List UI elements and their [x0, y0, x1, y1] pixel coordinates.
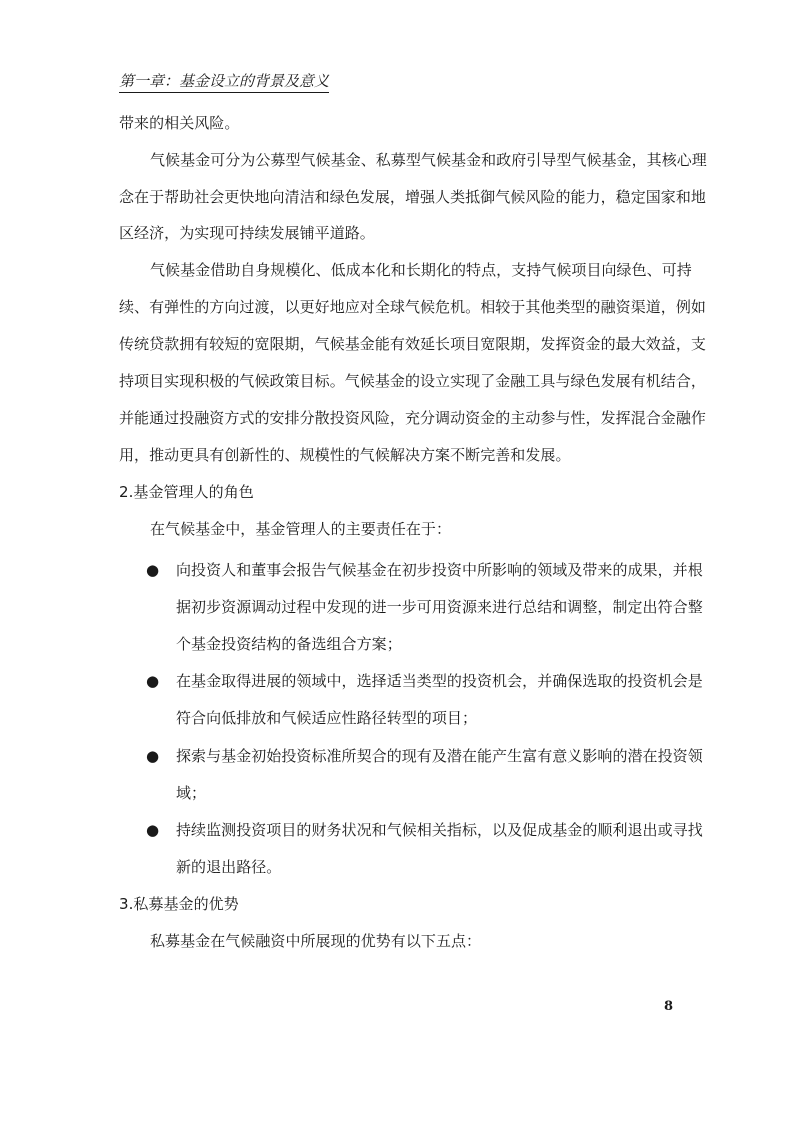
- bullet-line: 持续监测投资项目的财务状况和气候相关指标，以及促成基金的顺利退出或寻找: [176, 821, 703, 839]
- bullet-line: 向投资人和董事会报告气候基金在初步投资中所影响的领域及带来的成果，并根: [176, 561, 703, 579]
- paragraph-line: 持项目实现积极的气候政策目标。气候基金的设立实现了金融工具与绿色发展有机结合，: [119, 372, 706, 390]
- bullet-line: 在基金取得进展的领域中，选择适当类型的投资机会，并确保选取的投资机会是: [176, 672, 703, 690]
- bullet-icon: ●: [146, 561, 160, 579]
- paragraph-line: 气候基金可分为公募型气候基金、私募型气候基金和政府引导型气候基金，其核心理: [150, 151, 707, 169]
- paragraph-line: 带来的相关风险。: [119, 114, 240, 132]
- paragraph-line: 气候基金借助自身规模化、低成本化和长期化的特点，支持气候项目向绿色、可持: [150, 261, 692, 279]
- section-heading: 3.私募基金的优势: [119, 895, 239, 913]
- paragraph-line: 传统贷款拥有较短的宽限期，气候基金能有效延长项目宽限期，发挥资金的最大效益，支: [119, 335, 706, 353]
- bullet-line: 据初步资源调动过程中发现的进一步可用资源来进行总结和调整，制定出符合整: [176, 598, 703, 616]
- paragraph-line: 并能通过投融资方式的安排分散投资风险，充分调动资金的主动参与性，发挥混合金融作: [119, 409, 706, 427]
- bullet-line: 域；: [176, 784, 207, 802]
- bullet-line: 个基金投资结构的备选组合方案；: [176, 635, 402, 653]
- bullet-icon: ●: [146, 672, 160, 690]
- bullet-icon: ●: [146, 821, 160, 839]
- chapter-header: 第一章：基金设立的背景及意义: [119, 70, 329, 93]
- page-number: 8: [664, 999, 674, 1014]
- paragraph-line: 区经济，为实现可持续发展铺平道路。: [119, 224, 375, 242]
- paragraph-line: 续、有弹性的方向过渡，以更好地应对全球气候危机。相较于其他类型的融资渠道，例如: [119, 298, 706, 316]
- bullet-line: 探索与基金初始投资标准所契合的现有及潜在能产生富有意义影响的潜在投资领: [176, 747, 703, 765]
- paragraph-line: 念在于帮助社会更快地向清洁和绿色发展，增强人类抵御气候风险的能力，稳定国家和地: [119, 188, 706, 206]
- section-heading: 2.基金管理人的角色: [119, 483, 254, 501]
- bullet-line: 符合向低排放和气候适应性路径转型的项目；: [176, 709, 478, 727]
- paragraph-line: 用，推动更具有创新性的、规模性的气候解决方案不断完善和发展。: [119, 446, 571, 464]
- section-intro: 在气候基金中，基金管理人的主要责任在于：: [150, 520, 452, 538]
- bullet-line: 新的退出路径。: [176, 858, 282, 876]
- section-intro: 私募基金在气候融资中所展现的优势有以下五点：: [150, 932, 482, 950]
- bullet-icon: ●: [146, 747, 160, 765]
